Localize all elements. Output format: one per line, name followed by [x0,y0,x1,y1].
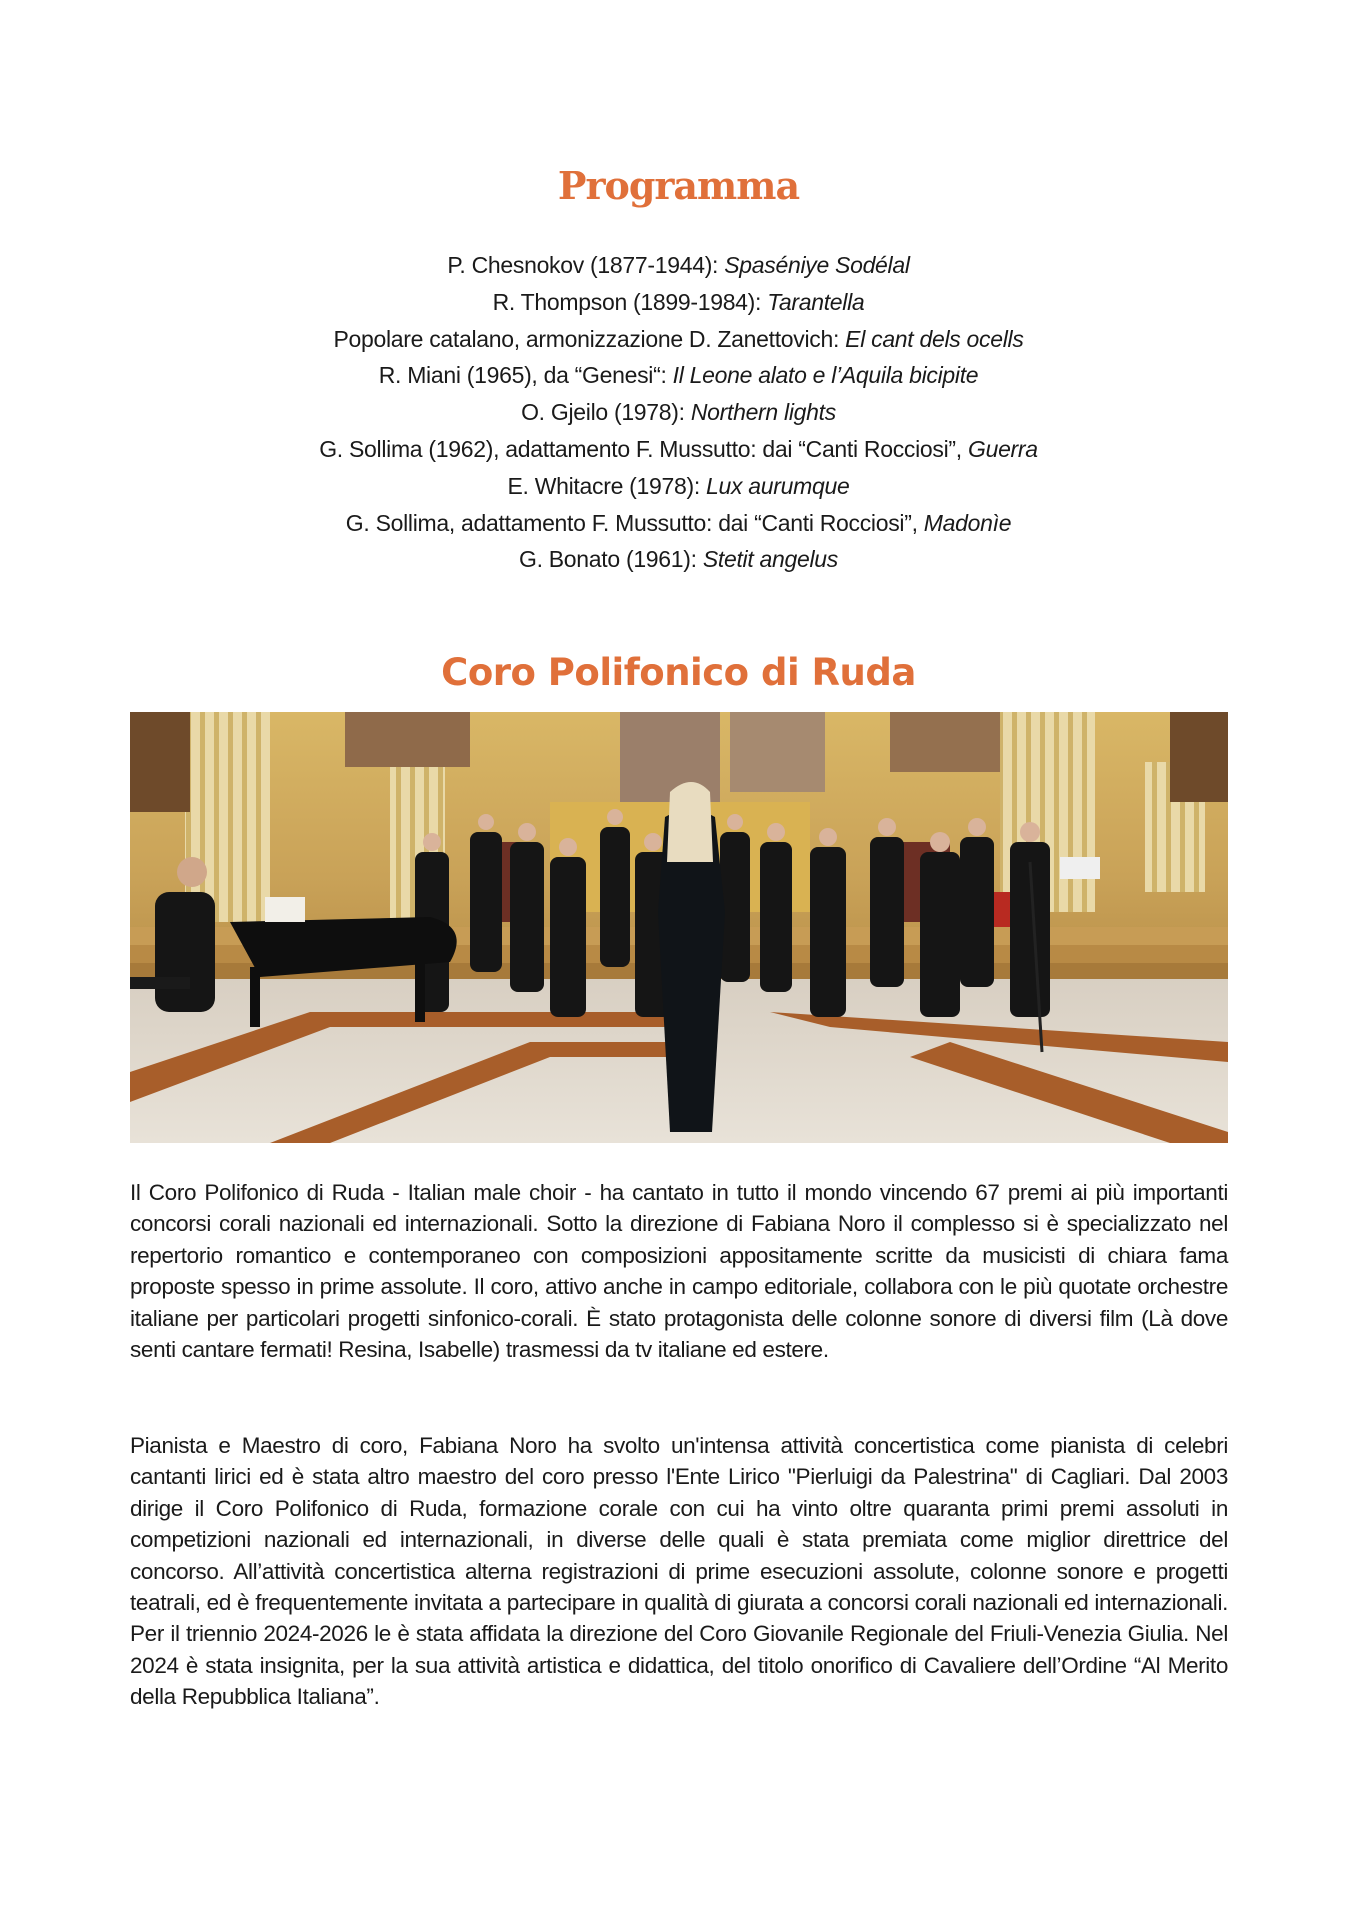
programme-heading: Programma [557,163,800,208]
programme-item [0,541,1357,578]
programme-composer: R. Miani (1965), da “Genesi“: [378,362,673,389]
choir-description: Il Coro Polifonico di Ruda - Italian male choir - ha cantato in tutto il mondo vincendo 67 premi ai più importanti concorsi corali nazionali ed internazionali. Sotto la direzione di Fabiana Noro il complesso si è specializzato nel repertorio romantico e contemporaneo con composizioni appositamente scritte da musicisti di chiara fama proposte spesso in prime assolute. Il coro, attivo anche in campo editoriale, collabora con le più quotate orchestre italiane per particolari progetti sinfonico-corali. È stato protagonista delle colonne sonore di diversi film (Là dove senti cantare fermati! Resina, Isabelle) trasmessi da tv italiane ed estere. [130,1180,1228,1363]
programme-work: Tarantella [767,288,865,315]
programme-item [0,357,1357,394]
programme-item [0,247,1357,284]
programme-item [0,394,1357,431]
programme-work: Lux aurumque [706,472,850,499]
programme-composer: G. Sollima, adattamento F. Mussutto: dai “Canti Rocciosi”, [345,509,924,536]
choir-heading: Coro Polifonico di Ruda [441,651,916,694]
programme-item [0,431,1357,468]
programme-composer: G. Sollima (1962), adattamento F. Mussutto: dai “Canti Rocciosi”, [319,435,968,462]
programme-item [0,284,1357,321]
programme-composer: O. Gjeilo (1978): [521,399,691,426]
programme-item [0,505,1357,542]
programme-composer: P. Chesnokov (1877-1944): [447,252,725,278]
programme-work: Guerra [967,435,1038,462]
programme-item [0,468,1357,505]
programme-list [0,247,1357,578]
programme-item [0,321,1357,358]
programme-work: Spaséniye Sodélal [724,252,910,278]
programme-composer: E. Whitacre (1978): [507,472,707,499]
programme-composer: Popolare catalano, armonizzazione D. Zanettovich: [333,325,846,352]
conductor-biography: Pianista e Maestro di coro, Fabiana Noro ha svolto un'intensa attività concertistica come pianista di celebri cantanti lirici ed è stata altro maestro del coro presso l'Ente Lirico "Pierluigi da Palestrina" di Cagliari. Dal 2003 dirige il Coro Polifonico di Ruda, formazione corale con cui ha vinto oltre quaranta primi premi assoluti in competizioni nazionali ed internazionali, in diverse delle quali è stata premiata come miglior direttrice del concorso. All’attività concertistica alterna registrazioni di prime esecuzioni assolute, colonne sonore e progetti teatrali, ed è frequentemente invitata a partecipare in qualità di giurata a concorsi corali nazionali ed internazionali. Per il triennio 2024-2026 le è stata affidata la direzione del Coro Giovanile Regionale del Friuli-Venezia Giulia. Nel 2024 è stata insignita, per la sua attività artistica e didattica, del titolo onorifico di Cavaliere dell’Ordine “Al Merito della Repubblica Italiana”. [130,1433,1228,1710]
programme-composer: G. Bonato (1961): [519,546,703,573]
programme-work: Il Leone alato e l’Aquila bicipite [672,362,979,389]
programme-work: Madonìe [923,509,1012,536]
choir-photo [130,712,1228,1143]
programme-work: Northern lights [690,399,836,426]
programme-composer: R. Thompson (1899-1984): [492,288,768,315]
programme-work: Stetit angelus [702,546,838,573]
programme-work: El cant dels ocells [845,325,1024,352]
